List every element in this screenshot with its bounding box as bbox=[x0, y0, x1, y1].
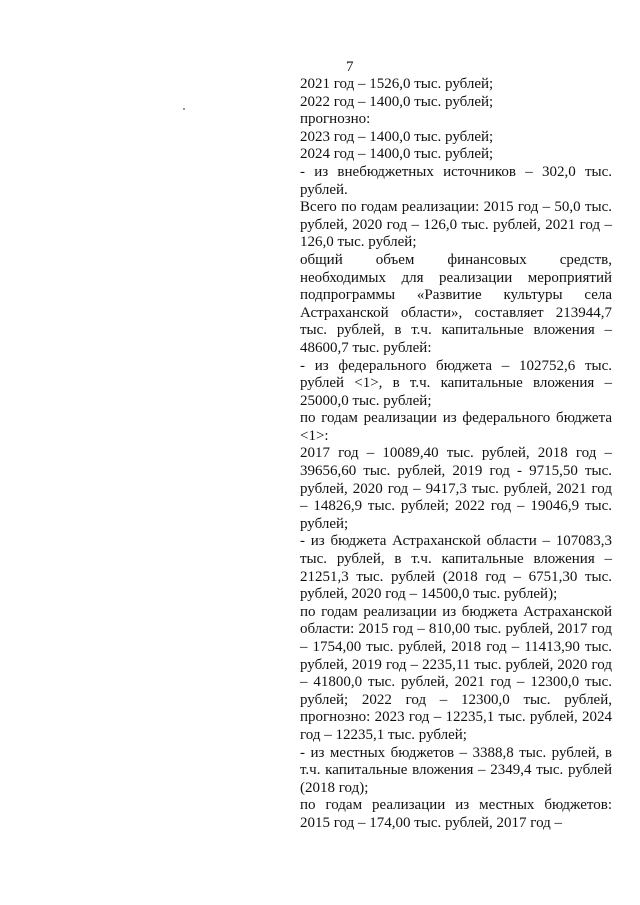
page-number: 7 bbox=[346, 59, 354, 75]
paragraph: - из федерального бюджета – 102752,6 тыс. рублей <1>, в т.ч. капитальные вложения – 25000,0 тыс. рублей; bbox=[300, 357, 612, 409]
paragraph: прогнозно: bbox=[300, 111, 371, 128]
paragraph: 2017 год – 10089,40 тыс. рублей, 2018 год – 39656,60 тыс. рублей, 2019 год - 9715,50 тыс. рублей, 2020 год – 9417,3 тыс. рублей, 2021 год – 14826,9 тыс. рублей; 2022 год – 19046,9 тыс. рублей; bbox=[300, 445, 612, 532]
paragraph: - из местных бюджетов – 3388,8 тыс. рублей, в т.ч. капитальные вложения – 2349,4 тыс. рублей (2018 год); bbox=[300, 744, 612, 796]
paragraph: общий объем финансовых средств, необходимых для реализации мероприятий подпрограммы «Развитие культуры села Астраханской области», составляет 213944,7 тыс. рублей, в т.ч. капитальные вложения – 48600,7 тыс. рублей: bbox=[300, 251, 612, 356]
paragraph: - из внебюджетных источников – 302,0 тыс. рублей. bbox=[300, 163, 612, 198]
paragraph: 2024 год – 1400,0 тыс. рублей; bbox=[300, 146, 494, 163]
scan-speck bbox=[183, 108, 185, 110]
paragraph: по годам реализации из местных бюджетов: 2015 год – 174,00 тыс. рублей, 2017 год – bbox=[300, 797, 612, 831]
paragraph: - из бюджета Астраханской области – 107083,3 тыс. рублей, в т.ч. капитальные вложения – 21251,3 тыс. рублей (2018 год – 6751,30 тыс. рублей, 2020 год – 14500,0 тыс. рублей); bbox=[300, 533, 612, 603]
paragraph: по годам реализации из федерального бюджета <1>: bbox=[300, 410, 612, 444]
paragraph: 2021 год – 1526,0 тыс. рублей; bbox=[300, 76, 494, 92]
paragraph: Всего по годам реализации: 2015 год – 50,0 тыс. рублей, 2020 год – 126,0 тыс. рублей, 2021 год – 126,0 тыс. рублей; bbox=[300, 199, 612, 251]
paragraph: 2023 год – 1400,0 тыс. рублей; bbox=[300, 128, 494, 145]
text-column bbox=[300, 76, 612, 833]
paragraph: 2022 год – 1400,0 тыс. рублей; bbox=[300, 93, 494, 110]
paragraph: по годам реализации из бюджета Астраханской области: 2015 год – 810,00 тыс. рублей, 2017 год – 1754,00 тыс. рублей, 2018 год – 11413,90 тыс. рублей, 2019 год – 2235,11 тыс. рублей, 2020 год – 41800,0 тыс. рублей, 2021 год – 12300,0 тыс. рублей; 2022 год – 12300,0 тыс. рублей, прогнозно: 2023 год – 12235,1 тыс. рублей, 2024 год – 12235,1 тыс. рублей; bbox=[300, 603, 612, 743]
